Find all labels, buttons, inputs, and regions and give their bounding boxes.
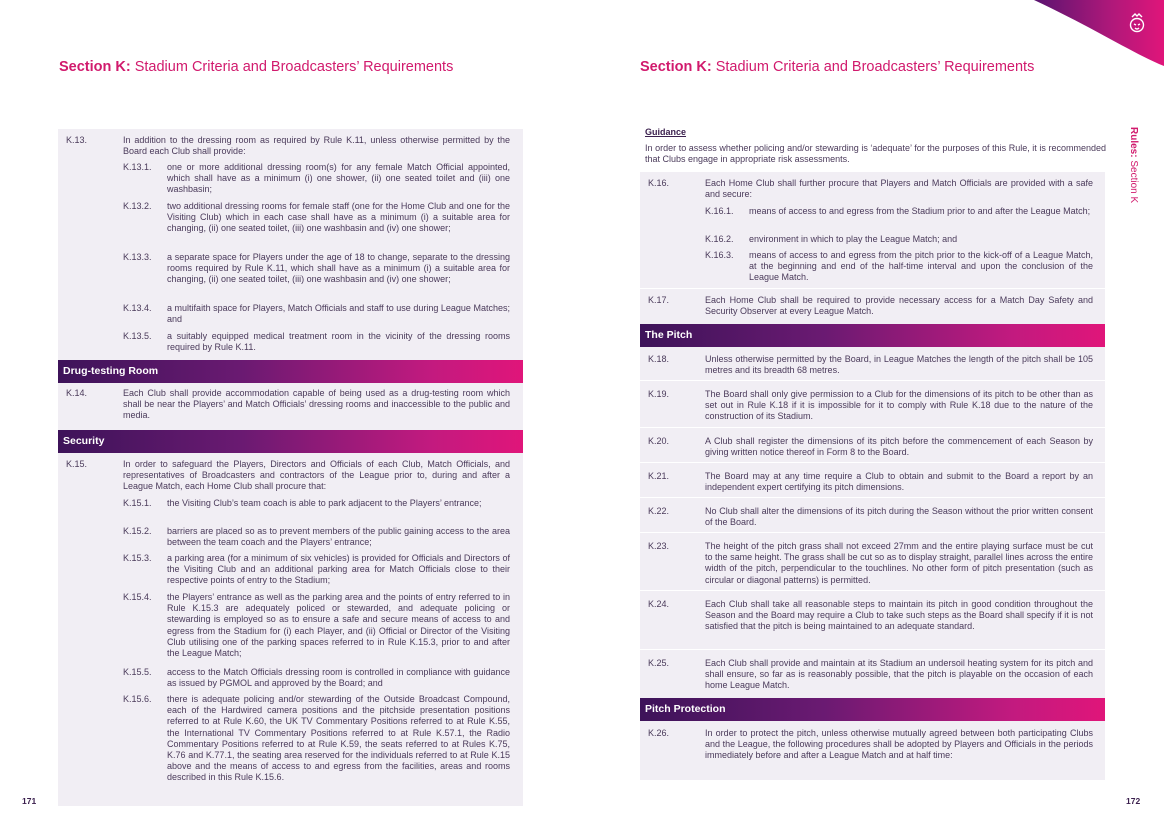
subrule-text: a multifaith space for Players, Match Officials and staff to use during League Matches; and — [167, 303, 510, 325]
rule-number: K.22. — [648, 506, 670, 516]
rule-number: K.20. — [648, 436, 670, 446]
subrule-number: K.13.1. — [123, 162, 152, 172]
security-header: Security — [58, 430, 523, 453]
subrule-text: barriers are placed so as to prevent members of the public gaining access to the area between the team coach and the Players’ entrance; — [167, 526, 510, 548]
side-section-label: Rules: Section K — [1128, 127, 1139, 204]
rule-text: The Board shall only give permission to a Club for the dimensions of its pitch to be other than as set out in Rule K.18 if it is impossible for it to comply with Rule K.18 due to the nature of the construction of its Stadium. — [705, 389, 1093, 422]
subrule-text: means of access to and egress from the pitch prior to the kick-off of a League Match, at the beginning and end of the half-time interval and upon the conclusion of the League Match. — [749, 250, 1093, 283]
subrule-number: K.15.1. — [123, 498, 152, 508]
divider — [640, 590, 1105, 591]
subrule-text: a separate space for Players under the age of 18 to change, separate to the dressing rooms required by Rule K.11, which shall have as a minimum (i) a suitable area for changing, (ii) one seated toilet, (iii) one washbasin and (iv) one shower; — [167, 252, 510, 285]
rule-number: K.26. — [648, 728, 670, 738]
rule-text: Each Home Club shall be required to provide necessary access for a Match Day Safety and Security Observer at every League Match. — [705, 295, 1093, 317]
subrule-number: K.16.3. — [705, 250, 734, 260]
subrule-number: K.15.4. — [123, 592, 152, 602]
divider — [640, 288, 1105, 289]
drug-testing-header: Drug-testing Room — [58, 360, 523, 383]
rule-number: K.25. — [648, 658, 670, 668]
page-number: 172 — [1126, 796, 1141, 806]
divider — [640, 380, 1105, 381]
rule-text: Each Club shall provide accommodation capable of being used as a drug-testing room which shall be near the Players’ and Match Officials’ dressing rooms and inaccessible to the public and media. — [123, 388, 510, 421]
rule-number: K.16. — [648, 178, 670, 188]
divider — [640, 462, 1105, 463]
rule-number: K.17. — [648, 295, 670, 305]
subrule-text: one or more additional dressing room(s) for any female Match Official appointed, which shall have as a minimum (i) one shower, (ii) one seated toilet and (iii) one washbasin; — [167, 162, 510, 195]
divider — [640, 497, 1105, 498]
rule-text: In addition to the dressing room as required by Rule K.11, unless otherwise permitted by the Board each Club shall provide: — [123, 135, 510, 157]
subrule-number: K.15.2. — [123, 526, 152, 536]
subrule-text: means of access to and egress from the Stadium prior to and after the League Match; — [749, 206, 1091, 216]
rule-text: Each Home Club shall further procure that Players and Match Officials are provided with a safe and secure: — [705, 178, 1093, 200]
subrule-number: K.15.5. — [123, 667, 152, 677]
right-page — [582, 0, 1164, 825]
corner-decoration — [994, 0, 1164, 70]
rule-text: Each Club shall provide and maintain at its Stadium an undersoil heating system for its pitch and shall ensure, so far as is reasonably possible, that the pitch is playable on the occasion of each home League Match. — [705, 658, 1093, 691]
rule-text: Each Club shall take all reasonable steps to maintain its pitch in good condition throughout the Season and the Board may require a Club to take such steps as the Board shall specify if it is not satisfied that the pitch is being maintained to an adequate standard. — [705, 599, 1093, 632]
rule-text: In order to protect the pitch, unless otherwise mutually agreed between both participating Clubs and the League, the following procedures shall be adopted by Players and Officials in the periods immediately before and after a League Match and at half time: — [705, 728, 1093, 761]
rules-panel — [58, 129, 523, 806]
divider — [640, 532, 1105, 533]
subrule-text: access to the Match Officials dressing room is controlled in compliance with guidance as issued by PGMOL and approved by the Board; and — [167, 667, 510, 689]
subrule-text: there is adequate policing and/or stewarding of the Outside Broadcast Compound, each of the Hardwired camera positions and the pitchside presentation positions referred to at Rule K.60, the UK TV Commentary Positions referred to at Rule K.55, the International TV Commentary Positions referred to at Rule K.57.1, the Radio Commentary Positions referred to at Rule K.59, the seats referred to at Rules K.75, K.76 and K.77.1, the seating area reserved for the individuals referred to at Rule K.15 above and the means of access to and egress from the facilities, areas and rooms described in this Rule K.15.6. — [167, 694, 510, 783]
rules-panel — [640, 172, 1105, 780]
page-number: 171 — [22, 796, 37, 806]
subrule-text: environment in which to play the League Match; and — [749, 234, 958, 244]
pitch-protection-header: Pitch Protection — [640, 698, 1105, 721]
rule-text: The height of the pitch grass shall not exceed 27mm and the entire playing surface must be cut to the same height. The grass shall be cut so as to display straight, parallel lines across the entire width of the pitch, perpendicular to the touchlines. No other form of pitch presentation (such as circular or diagonal patterns) is permitted. — [705, 541, 1093, 585]
subrule-number: K.15.6. — [123, 694, 152, 704]
rule-number: K.13. — [66, 135, 88, 145]
page-title: Section K: Stadium Criteria and Broadcasters’ Requirements — [640, 59, 1035, 75]
rule-number: K.18. — [648, 354, 670, 364]
subrule-number: K.13.3. — [123, 252, 152, 262]
rule-number: K.21. — [648, 471, 670, 481]
rule-text: No Club shall alter the dimensions of its pitch during the Season without the prior written consent of the Board. — [705, 506, 1093, 528]
page-title: Section K: Stadium Criteria and Broadcasters’ Requirements — [59, 59, 454, 75]
subrule-number: K.16.2. — [705, 234, 734, 244]
divider — [640, 427, 1105, 428]
rule-number: K.15. — [66, 459, 88, 469]
subrule-number: K.13.4. — [123, 303, 152, 313]
subrule-text: two additional dressing rooms for female staff (one for the Home Club and one for the Visiting Club) which in each case shall have as a minimum (i) a suitable area for changing, (ii) one seated toilet, (iii) one washbasin and (iv) one shower; — [167, 201, 510, 234]
subrule-number: K.15.3. — [123, 553, 152, 563]
subrule-number: K.13.5. — [123, 331, 152, 341]
subrule-text: the Players’ entrance as well as the parking area and the points of entry referred to in Rule K.15.3 are adequately policed or stewarded, and adequate policing or stewarding is employed so as to ensure a safe and secure means of access to and egress from the Stadium for (i) each Player, and (ii) Official or Director of the Visiting Club utilising one of the parking spaces referred to in Rule K.15.3, prior to and after the League Match; — [167, 592, 510, 659]
rule-text: In order to safeguard the Players, Directors and Officials of each Club, Match Officials, and representatives of Broadcasters and contractors of the League prior to, during and after a League Match, each Home Club shall procure that: — [123, 459, 510, 492]
divider — [640, 649, 1105, 650]
subrule-text: a suitably equipped medical treatment room in the vicinity of the dressing rooms required by Rule K.11. — [167, 331, 510, 353]
rule-text: Unless otherwise permitted by the Board, in League Matches the length of the pitch shall be 105 metres and its breadth 68 metres. — [705, 354, 1093, 376]
rule-number: K.23. — [648, 541, 670, 551]
rule-number: K.24. — [648, 599, 670, 609]
subrule-text: a parking area (for a minimum of six vehicles) is provided for Officials and Directors of the Visiting Club and an additional parking area for Match Officials close to their respective points of entry to the Stadium; — [167, 553, 510, 586]
guidance-text: In order to assess whether policing and/or stewarding is ‘adequate’ for the purposes of this Rule, it is recommended that Clubs engage in appropriate risk assessments. — [645, 143, 1106, 165]
subrule-text: the Visiting Club’s team coach is able to park adjacent to the Players’ entrance; — [167, 498, 482, 508]
rule-text: The Board may at any time require a Club to obtain and submit to the Board a report by an independent expert certifying its pitch dimensions. — [705, 471, 1093, 493]
pitch-header: The Pitch — [640, 324, 1105, 347]
rule-number: K.14. — [66, 388, 88, 398]
rule-number: K.19. — [648, 389, 670, 399]
subrule-number: K.13.2. — [123, 201, 152, 211]
guidance-heading: Guidance — [645, 127, 687, 137]
rule-text: A Club shall register the dimensions of its pitch before the commencement of each Season by giving written notice thereof in Form 8 to the Board. — [705, 436, 1093, 458]
subrule-number: K.16.1. — [705, 206, 734, 216]
